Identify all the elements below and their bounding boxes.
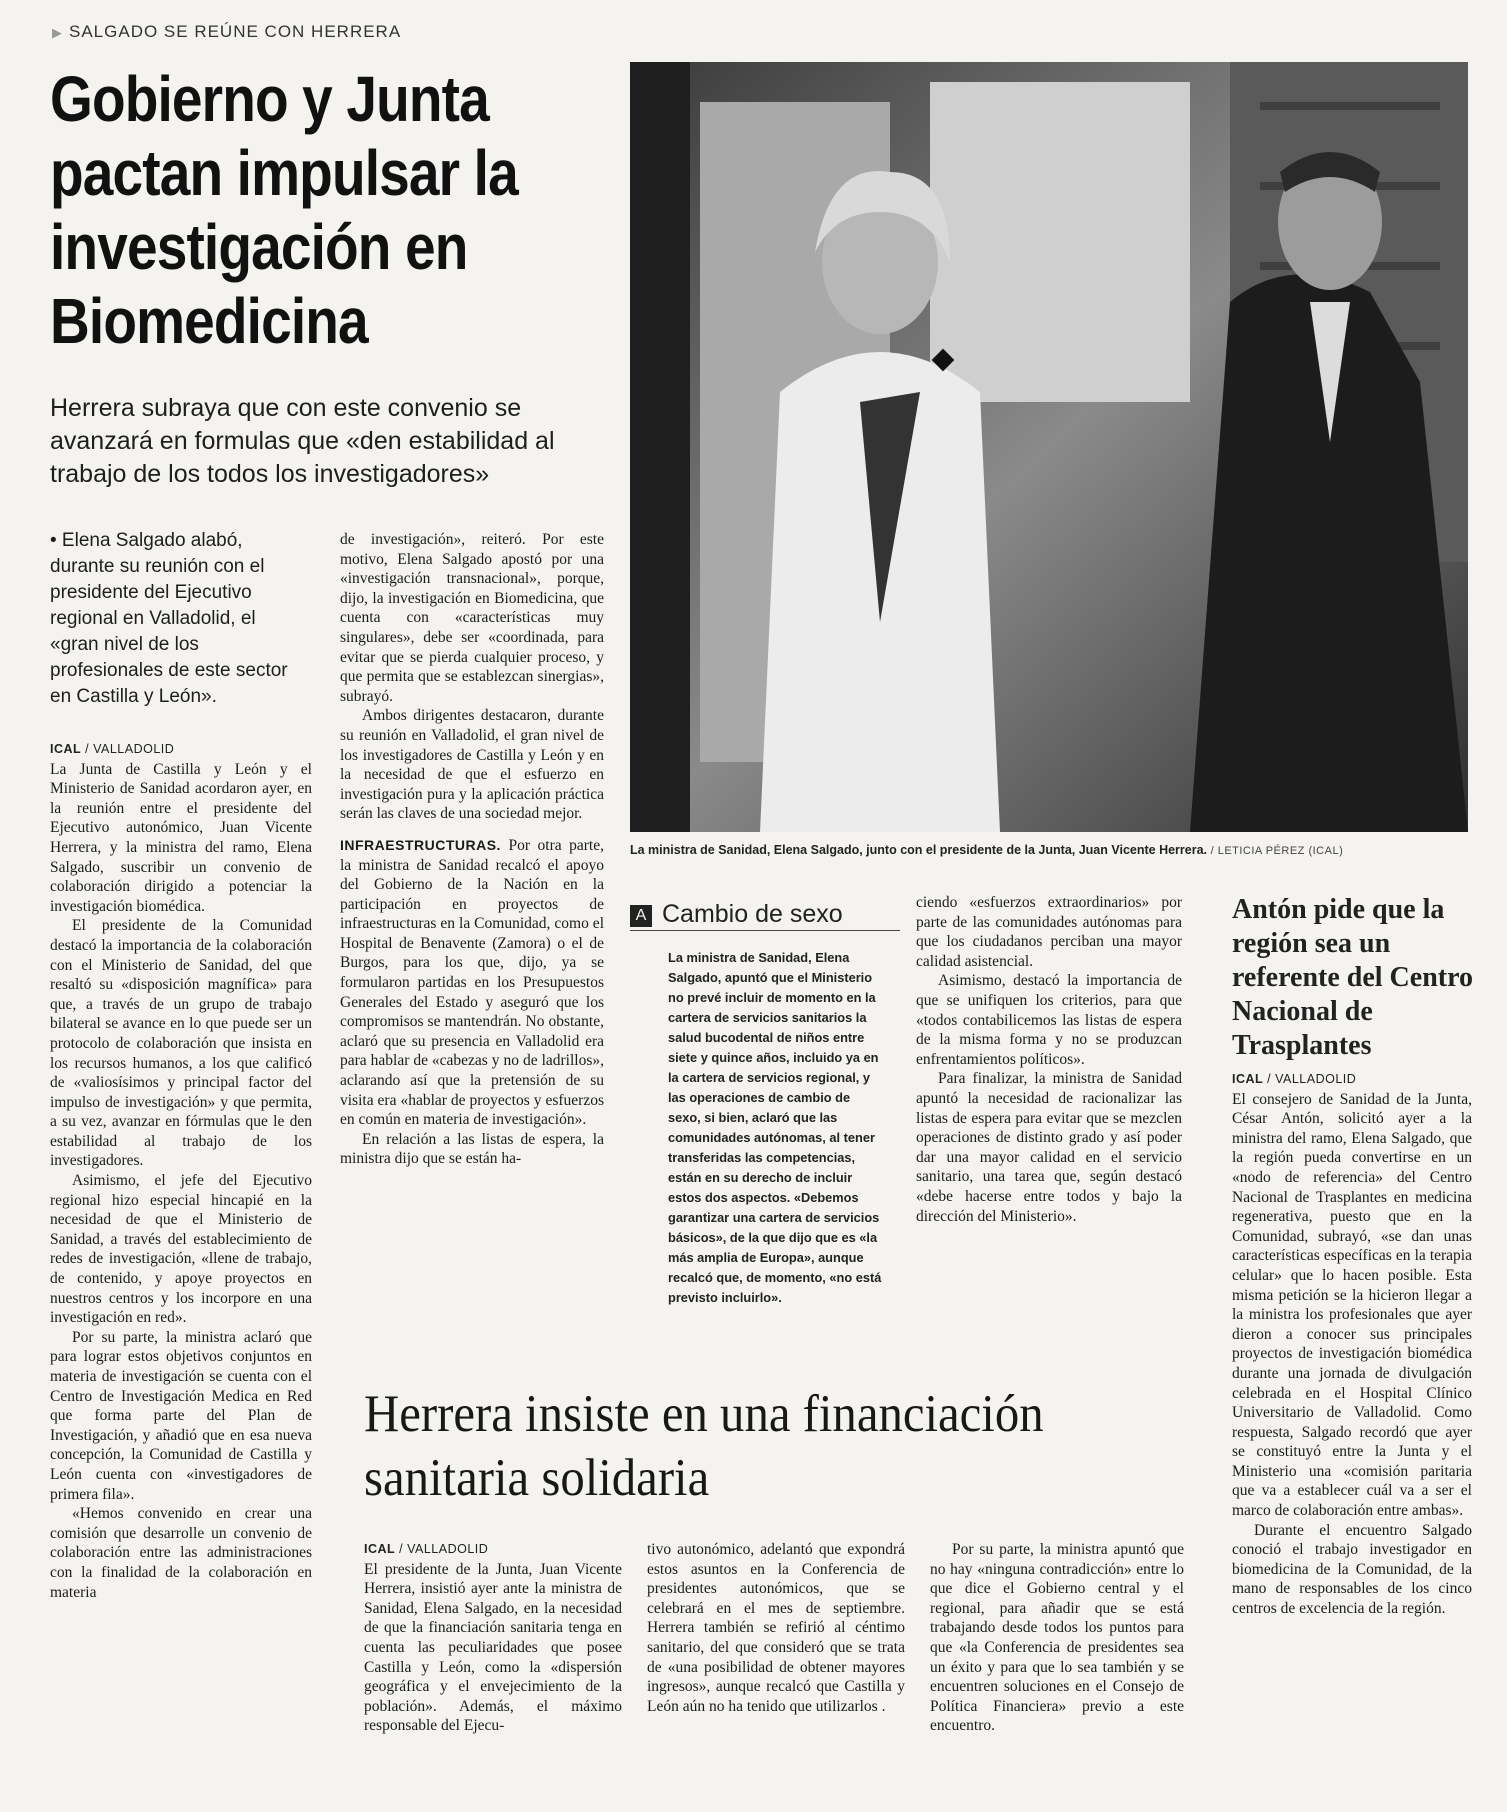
paragraph: El presidente de la Junta, Juan Vicente Herrera, insistió ayer ante la ministra de Sanidad, Elena Salgado, en la necesidad de que la financiación sanitaria tenga en cuenta las peculiaridades que posee Castilla y León, como la «dispersión geográfica y el envejecimiento de la población». Además, el máximo responsable del Ejecu- [364, 1560, 622, 1735]
photo-credit: / LETICIA PÉREZ (ICAL) [1207, 845, 1344, 857]
main-article-column-4 [916, 893, 1182, 1226]
byline-place: / VALLADOLID [395, 1542, 489, 1556]
byline-place: / VALLADOLID [81, 742, 175, 756]
paragraph: Durante el encuentro Salgado conoció el trabajo investigador en biomedicina de la Comunidad, de la mano de responsables de los cinco centros de excelencia de la región. [1232, 1521, 1472, 1618]
sidebar-box-title-text: Cambio de sexo [662, 900, 843, 928]
paragraph: Asimismo, destacó la importancia de que se unifiquen los criterios, para que «todos contabilicemos las listas de espera de la misma forma y no se produzcan enfrentamientos políticos». [916, 972, 1182, 1068]
main-article-column-1 [50, 740, 312, 1602]
sidebar-box-rule [630, 930, 900, 931]
paragraph: Ambos dirigentes destacaron, durante su reunión en Valladolid, el gran nivel de los investigadores de Castilla y León y en la necesidad de que el esfuerzo en investigación pura y la aplicación práctica serán las claves de una sociedad mejor. [340, 707, 604, 823]
photo-illustration [630, 62, 1468, 832]
paragraph: Por su parte, la ministra apuntó que no hay «ninguna contradicción» entre lo que dice el Gobierno central y el regional, para añadir que se está trabajando desde todos los puntos para que «la Conferencia de presidentes sea un éxito y para que lo sea también y se encuentren soluciones en el Consejo de Política Financiera» previo a este encuentro. [930, 1541, 1184, 1735]
anton-headline: Antón pide que la región sea un referente del Centro Nacional de Trasplantes [1232, 894, 1474, 1061]
byline [50, 740, 312, 760]
byline [364, 1540, 622, 1560]
sidebar-box-text: La ministra de Sanidad, Elena Salgado, apuntó que el Ministerio no prevé incluir de momento en la cartera de servicios sanitarios la salud bucodental de niños entre siete y quince años, incluido ya en la cartera de servicios regional, y las operaciones de cambio de sexo, si bien, aclaró que las comunidades autónomas, al tener transferidas las competencias, están en su derecho de incluir estos dos aspectos. «Debemos garantizar una cartera de servicios básicos», de la que dijo que es «la más amplia de Europa», aunque recalcó que, de momento, «no está previsto incluirlo». [668, 950, 882, 1305]
lead-summary: • Elena Salgado alabó, durante su reunión con el presidente del Ejecutivo regional en Valladolid, el «gran nivel de los profesionales de este sector en Castilla y León». [50, 530, 288, 707]
byline [1232, 1070, 1472, 1090]
paragraph: de investigación», reiteró. Por este motivo, Elena Salgado apostó por una «investigación transnacional», porque, dijo, la investigación en Biomedicina, que cuenta con «características muy singulares», debe ser «coordinada, para evitar que se pierda cualquier proceso, y que permita que se establezcan sinergias», subrayó. [340, 531, 604, 705]
paragraph: La Junta de Castilla y León y el Ministerio de Sanidad acordaron ayer, en la reunión entre el presidente del Ejecutivo autonómico, Juan Vicente Herrera, y la ministra del ramo, Elena Salgado, suscribir un convenio de colaboración dirigido a potenciar la investigación biomédica. [50, 760, 312, 915]
paragraph: Para finalizar, la ministra de Sanidad apuntó la necesidad de racionalizar las listas de espera para evitar que se mezclen operaciones de distinto grado y así poder dar una mayor calidad en el servicio sanitario, una tarea que, según destacó «debe hacerse entre todos y bajo la dirección del Ministerio». [916, 1070, 1182, 1225]
infra-subhead: INFRAESTRUCTURAS. [340, 836, 501, 853]
kicker-text: SALGADO SE REÚNE CON HERRERA [69, 22, 402, 41]
photo-caption [630, 843, 1470, 857]
paragraph: «Hemos convenido en crear una comisión que desarrolle un convenio de colaboración entre las administraciones con la finalidad de la colaboración en materia [50, 1505, 312, 1601]
financing-column-3 [930, 1540, 1184, 1736]
infra-text: Por otra parte, la ministra de Sanidad recalcó el apoyo del Gobierno de la Nación en la participación en proyectos de infraestructuras en la Comunidad, como el Hospital de Benavente (Zamora) o el de Burgos, para los que, dijo, ya se formularon partidas en los Presupuestos Generales del Estado y aseguró que los compromisos se mantendrán. No obstante, aclaró que su presencia en Valladolid era para hablar de «cabezas y no de ladrillos», aclarando así que la pretensión de su visita era «hablar de proyectos y esfuerzos en común en materia de investigación». [340, 836, 604, 1129]
byline-agency: ICAL [364, 1542, 396, 1556]
byline-place: / VALLADOLID [1263, 1072, 1357, 1086]
byline-agency: ICAL [50, 742, 82, 756]
main-headline: Gobierno y Junta pactan impulsar la investigación en Biomedicina [50, 63, 518, 357]
sidebar-box-title [630, 900, 900, 929]
subheadline: Herrera subraya que con este convenio se avanzará en formulas que «den estabilidad al trabajo de los todos los investigadores» [50, 394, 555, 488]
paragraph: Asimismo, el jefe del Ejecutivo regional hizo especial hincapié en la necesidad de que el Ministerio de Sanidad, a través del establecimiento de redes de investigación, «llene de trabajo, de contenido, y apoye proyectos en nuestros centros y los incorpore en una investigación en red». [50, 1172, 312, 1327]
paragraph: El consejero de Sanidad de la Junta, César Antón, solicitó ayer a la ministra del ramo, Elena Salgado, que la región pueda convertirse en un «nodo de referencia» del Centro Nacional de Trasplantes en medicina regenerativa, puesto que en la Comunidad, subrayó, «se dan unas características específicas en la terapia celular» que lo hacen posible. Esta misma petición se la hicieron llegar a la ministra los profesionales que ayer dieron a conocer sus principales proyectos de investigación biomédica durante una jornada de divulgación celebrada en el Hospital Clínico Universitario de Valladolid. Como respuesta, Salgado recordó que ayer se constituyó entre la Junta y el Ministerio una «comisión paritaria que va a establecer cuál va a ser el marco de colaboración entre ambas». [1232, 1090, 1472, 1520]
financing-headline: Herrera insiste en una financiación sanitaria solidaria [364, 1385, 1044, 1507]
anton-article-body [1232, 1070, 1472, 1619]
paragraph: tivo autonómico, adelantó que expondrá estos asuntos en la Conferencia de presidentes autonómicos, que se celebrará en el mes de septiembre. Herrera también se refirió al céntimo sanitario, del que consideró que se trata de «una posibilidad de obtener mayores ingresos», aunque recalcó que Castilla y León aún no ha tenido que utilizarlos . [647, 1541, 905, 1715]
sidebar-box-icon: A [630, 905, 652, 927]
main-article-column-2 [340, 530, 604, 1169]
section-kicker [52, 22, 401, 42]
financing-column-2 [647, 1540, 905, 1716]
byline-agency: ICAL [1232, 1072, 1264, 1086]
paragraph: El presidente de la Comunidad destacó la importancia de la colaboración con el Ministerio de Sanidad, del que resaltó su «disposición magnífica» para que, a través de un grupo de trabajo bilateral se avance en lo que puede ser un protocolo de colaboración que insista en los recursos humanos, a los que calificó de «valiosísimos y principal factor del impulso de investigación» y que permita, a su vez, avanzar en fórmulas que le den estabilidad al trabajo de los investigadores. [50, 917, 312, 1170]
arrow-icon: ▶ [52, 25, 63, 40]
financing-column-1 [364, 1540, 622, 1736]
news-photo [630, 62, 1468, 832]
paragraph [340, 836, 604, 1130]
paragraph: Por su parte, la ministra aclaró que para lograr estos objetivos conjuntos en materia de investigación se cuenta con el Centro de Investigación Medica en Red que forma parte del Plan de Investigación, y añadió que en esa nueva concepción, la Comunidad de Castilla y León cuenta con «investigadores de primera fila». [50, 1328, 312, 1503]
caption-text: La ministra de Sanidad, Elena Salgado, junto con el presidente de la Junta, Juan Vicente Herrera. [630, 843, 1208, 857]
paragraph: ciendo «esfuerzos extraordinarios» por parte de las comunidades autónomas para que los ciudadanos perciban una mayor calidad asistencial. [916, 894, 1182, 970]
paragraph: En relación a las listas de espera, la ministra dijo que se están ha- [340, 1130, 604, 1168]
